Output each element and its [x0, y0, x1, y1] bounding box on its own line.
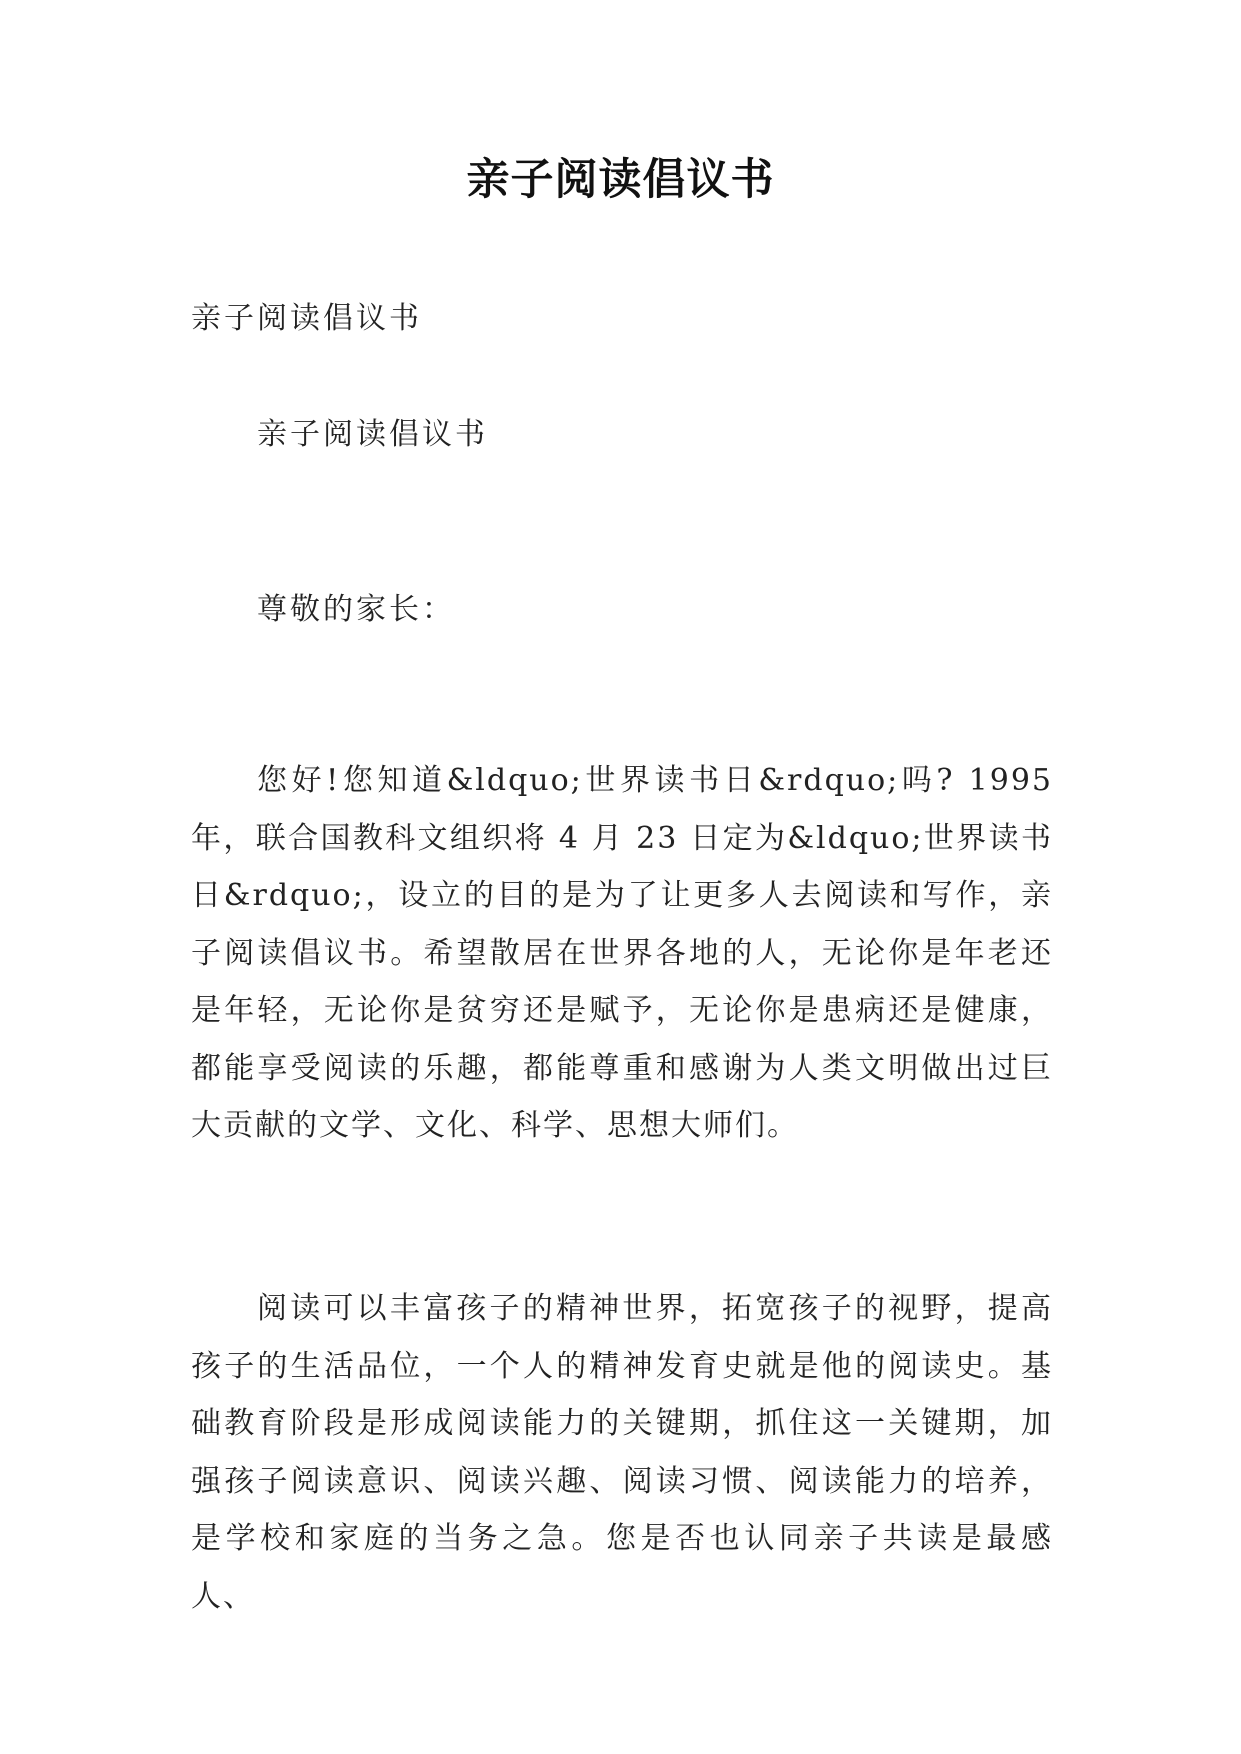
paragraph-world-book-day: 您好!您知道&ldquo;世界读书日&rdquo;吗? 1995 年，联合国教科文组织将 4 月 23 日定为&ldquo;世界读书日&rdquo;，设立的目的是为了让更多人去阅读和写作，亲子阅读倡议书。希望散居在世界各地的人，无论你是年老还是年轻，无论你是贫穷还是赋予，无论你是患病还是健康，都能享受阅读的乐趣，都能尊重和感谢为人类文明做出过巨大贡献的文学、文化、科学、思想大师们。: [191, 763, 1053, 1143]
indented-heading: 亲子阅读倡议书: [257, 417, 488, 452]
document-subtitle: 亲子阅读倡议书: [191, 301, 422, 336]
document-title: 亲子阅读倡议书: [466, 155, 775, 205]
paragraph-reading-benefits: 阅读可以丰富孩子的精神世界，拓宽孩子的视野，提高孩子的生活品位，一个人的精神发育史就是他的阅读史。基础教育阶段是形成阅读能力的关键期，抓住这一关键期，加强孩子阅读意识、阅读兴趣、阅读习惯、阅读能力的培养，是学校和家庭的当务之急。您是否也认同亲子共读是最感人、: [191, 1291, 1053, 1614]
salutation: 尊敬的家长：: [257, 592, 455, 627]
